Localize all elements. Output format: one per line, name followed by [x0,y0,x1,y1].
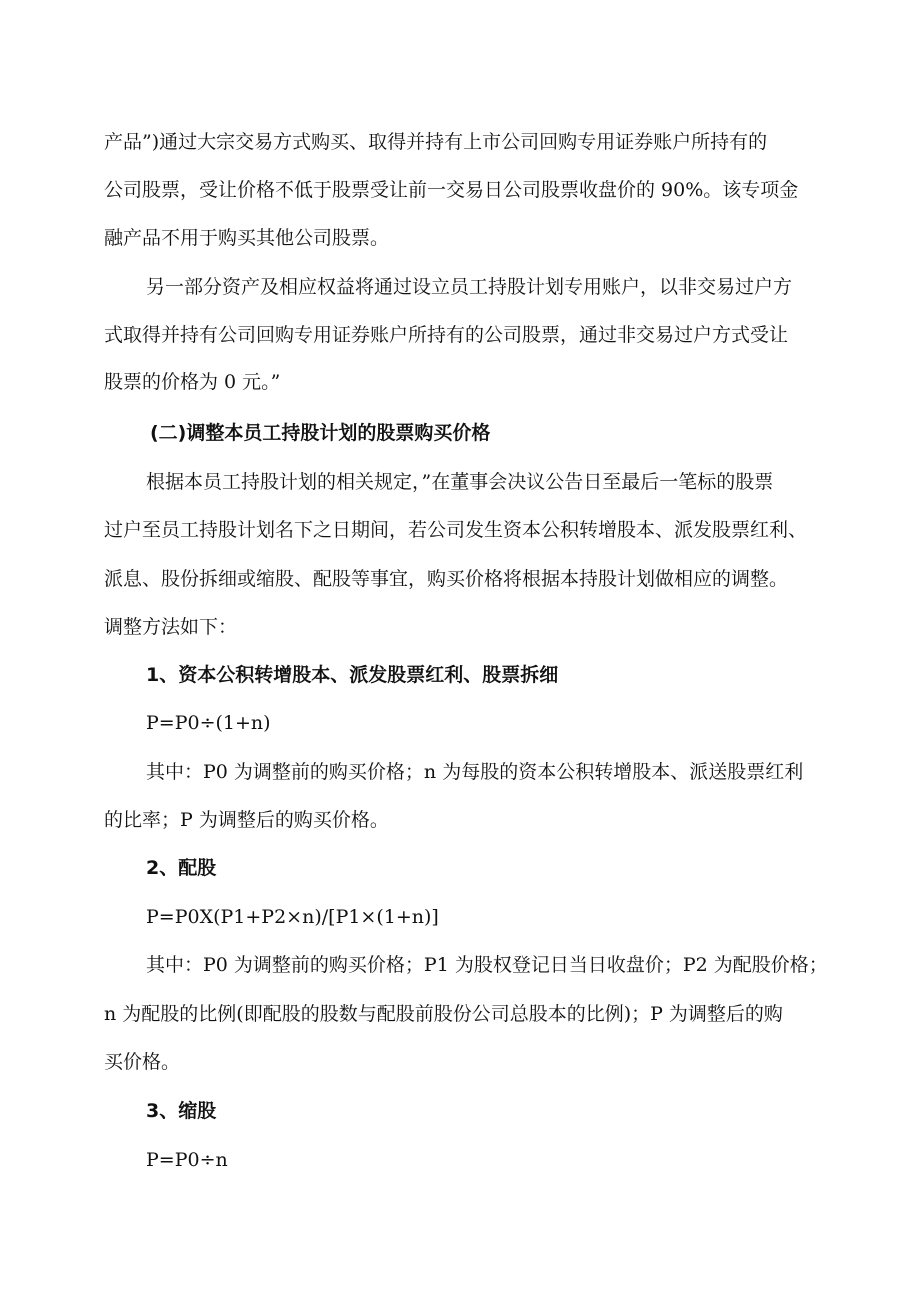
paragraph-1-line-2: 公司股票，受让价格不低于股票受让前一交易日公司股票收盘价的 90%。该专项金 [104,179,799,201]
paragraph-1-line-1: 产品”)通过大宗交易方式购买、取得并持有上市公司回购专用证券账户所持有的 [104,131,768,153]
paragraph-2-line-1: 另一部分资产及相应权益将通过设立员工持股计划专用账户，以非交易过户方 [146,276,793,298]
section-heading: (二)调整本员工持股计划的股票购买价格 [150,422,491,444]
item-3-heading: 3、缩股 [146,1100,217,1122]
paragraph-3-line-3: 派息、股份拆细或缩股、配股等事宜，购买价格将根据本持股计划做相应的调整。 [104,568,789,590]
paragraph-1-line-3: 融产品不用于购买其他公司股票。 [104,227,390,249]
item-1-heading: 1、资本公积转增股本、派发股票红利、股票拆细 [146,664,559,686]
item-2-explanation-line-3: 买价格。 [104,1051,181,1073]
paragraph-2-line-3: 股票的价格为 0 元。” [104,371,281,393]
item-2-heading: 2、配股 [146,857,217,879]
item-2-explanation-line-2: n 为配股的比例(即配股的股数与配股前股份公司总股本的比例)；P 为调整后的购 [104,1003,783,1025]
item-1-explanation-line-2: 的比率；P 为调整后的购买价格。 [104,809,389,831]
item-2-explanation-line-1: 其中：P0 为调整前的购买价格；P1 为股权登记日当日收盘价；P2 为配股价格； [146,954,828,976]
item-1-explanation-line-1: 其中：P0 为调整前的购买价格；n 为每股的资本公积转增股本、派送股票红利 [146,761,804,783]
paragraph-3-line-4: 调整方法如下： [104,616,238,638]
paragraph-2-line-2: 式取得并持有公司回购专用证券账户所持有的公司股票，通过非交易过户方式受让 [104,324,789,346]
item-3-formula: P=P0÷n [146,1149,228,1171]
item-2-formula: P=P0X(P1+P2×n)/[P1×(1+n)] [146,906,439,928]
item-1-formula: P=P0÷(1+n) [146,712,271,734]
paragraph-3-line-2: 过户至员工持股计划名下之日期间，若公司发生资本公积转增股本、派发股票红利、 [104,519,808,541]
paragraph-3-line-1: 根据本员工持股计划的相关规定，”在董事会决议公告日至最后一笔标的股票 [146,471,774,493]
